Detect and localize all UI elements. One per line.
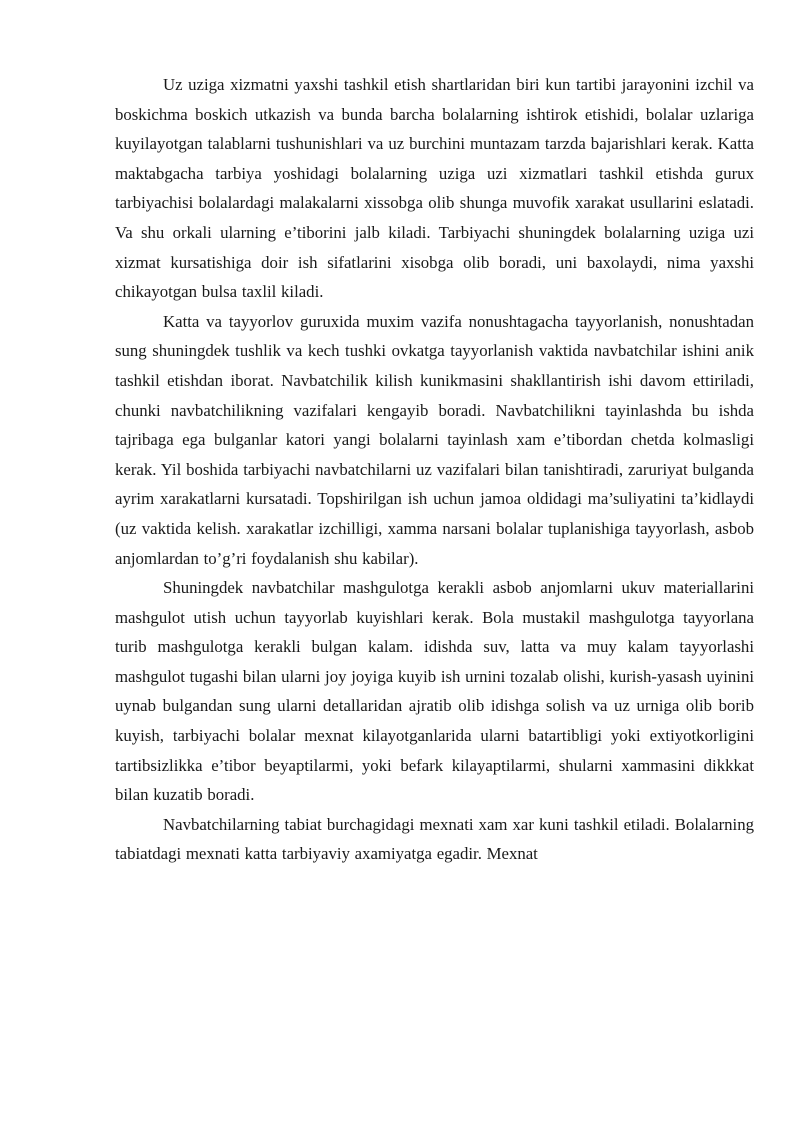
document-page	[115, 70, 754, 869]
paragraph: Navbatchilarning tabiat burchagidagi mexnati xam xar kuni tashkil etiladi. Bolalarning tabiatdagi mexnati katta tarbiyaviy axamiyatga egadir. Mexnat	[115, 814, 754, 864]
paragraph: Uz uziga xizmatni yaxshi tashkil etish shartlaridan biri kun tartibi jarayonini izchil va boskichma boskich utkazish va bunda barcha bolalarning ishtirok etishidi, bolalar uzlariga kuyilayotgan talablarni tushunishlari va uz burchini muntazam tarzda bajarishlari kerak. Katta maktabgacha tarbiya yoshidagi bolalarning uziga uzi xizmatlari tashkil etishda gurux tarbiyachisi bolalardagi malakalarni xissobga olib shunga muvofik xarakat usullarini eslatadi. Va shu orkali ularning e’tiborini jalb kiladi. Tarbiyachi shuningdek bolalarning uziga uzi xizmat kursatishiga doir ish sifatlarini xisobga olib boradi, uni baxolaydi, nima yaxshi chikayotgan bulsa taxlil kiladi.	[115, 75, 754, 302]
paragraph: Katta va tayyorlov guruxida muxim vazifa nonushtagacha tayyorlanish, nonushtadan sung shuningdek tushlik va kech tushki ovkatga tayyorlanish vaktida navbatchilar ishini anik tashkil etishdan iborat. Navbatchilik kilish kunikmasini shakllantirish ishi davom ettiriladi, chunki navbatchilikning vazifalari kengayib boradi. Navbatchilikni tayinlashda bu ishda tajribaga ega bulganlar katori yangi bolalarni tayinlash xam e’tibordan chetda kolmasligi kerak. Yil boshida tarbiyachi navbatchilarni uz vazifalari bilan tanishtiradi, zaruriyat bulganda ayrim xarakatlarni kursatadi. Topshirilgan ish uchun jamoa oldidagi ma’suliyatini ta’kidlaydi (uz vaktida kelish. xarakatlar izchilligi, xamma narsani bolalar tuplanishiga tayyorlash, asbob anjomlardan to’g’ri foydalanish shu kabilar).	[115, 311, 754, 568]
paragraph: Shuningdek navbatchilar mashgulotga kerakli asbob anjomlarni ukuv materiallarini mashgulot utish uchun tayyorlab kuyishlari kerak. Bola mustakil mashgulotga tayyorlana turib mashgulotga kerakli bulgan kalam. idishda suv, latta va muy kalam tayyorlashi mashgulot tugashi bilan ularni joy joyiga kuyib ish urnini tozalab olishi, kurish-yasash uyinini uynab bulgandan sung ularni detallaridan ajratib olib idishga solish va uz urniga olib borib kuyish, tarbiyachi bolalar mexnat kilayotganlarida ularni batartibligi yoki extiyotkorligini tartibsizlikka e’tibor beyaptilarmi, yoki befark kilayaptilarmi, shularni xammasini dikkkat bilan kuzatib boradi.	[115, 578, 754, 805]
